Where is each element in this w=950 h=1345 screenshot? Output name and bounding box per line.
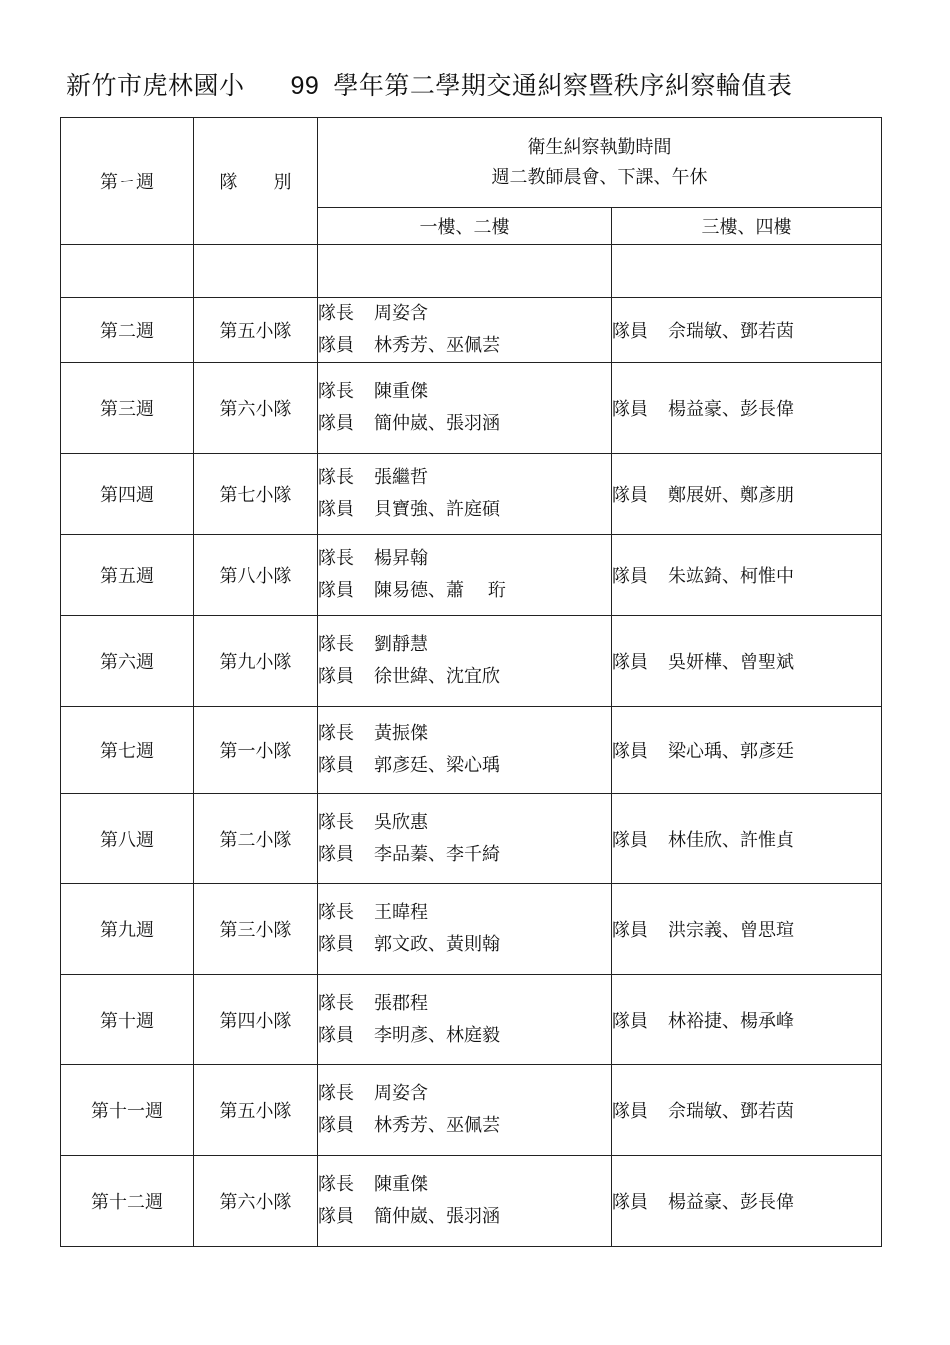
empty-cell	[61, 245, 194, 298]
member-names: 林秀芳、巫佩芸	[374, 1115, 500, 1136]
member-names: 郭文政、黃則翰	[374, 934, 500, 955]
member-role-label: 隊員	[612, 829, 648, 851]
member-role-label: 隊員	[318, 1115, 354, 1136]
leader-name: 王暐程	[374, 902, 428, 923]
member-role-label: 隊員	[612, 399, 648, 420]
member-role-label: 隊員	[612, 485, 648, 506]
team-cell: 第五小隊	[194, 1065, 318, 1156]
floor-1-2-header: 一樓、二樓	[318, 208, 612, 245]
team-cell: 第七小隊	[194, 454, 318, 535]
floor-3-4-members	[612, 298, 882, 363]
member-line	[318, 330, 611, 362]
team-cell: 第三小隊	[194, 884, 318, 975]
member-line	[318, 661, 611, 693]
leader-name: 張繼哲	[374, 467, 428, 488]
member-names: 貝寶強、許庭碩	[374, 499, 500, 520]
member-role-label: 隊員	[612, 741, 648, 762]
leader-role-label: 隊長	[318, 548, 354, 569]
member-names: 楊益豪、彭長偉	[668, 399, 794, 420]
table-row	[61, 535, 882, 616]
table-row	[61, 363, 882, 454]
member-names: 鄭展妍、鄭彥朋	[668, 485, 794, 506]
member-role-label: 隊員	[612, 1192, 648, 1213]
member-names: 林秀芳、巫佩芸	[374, 335, 500, 356]
week-cell: 第三週	[61, 363, 194, 454]
member-role-label: 隊員	[612, 1101, 648, 1122]
duty-time-schedule: 週二教師晨會、下課、午休	[491, 166, 708, 188]
leader-line	[318, 629, 611, 661]
table-row	[61, 794, 882, 884]
member-role-label: 隊員	[612, 1010, 648, 1032]
leader-name: 吳欣惠	[374, 811, 428, 833]
member-names: 林佳欣、許惟貞	[668, 829, 794, 851]
member-names: 佘瑞敏、鄧若茵	[668, 1101, 794, 1122]
member-names: 李明彥、林庭毅	[374, 1024, 500, 1046]
member-role-label: 隊員	[318, 1206, 354, 1227]
member-names: 林裕捷、楊承峰	[668, 1010, 794, 1032]
member-line	[318, 929, 611, 961]
team-header: 隊 別	[194, 118, 318, 245]
leader-name: 周姿含	[374, 303, 428, 324]
floor-3-4-members	[612, 1156, 882, 1247]
table-row	[61, 884, 882, 975]
duty-roster-table	[60, 117, 882, 1247]
member-role-label: 隊員	[318, 1024, 354, 1046]
week-cell: 第五週	[61, 535, 194, 616]
floor-3-4-members	[612, 975, 882, 1065]
floor-1-2-members	[318, 298, 612, 363]
floor-3-4-members	[612, 363, 882, 454]
member-line	[318, 408, 611, 440]
leader-name: 黃振傑	[374, 723, 428, 744]
leader-role-label: 隊長	[318, 992, 354, 1014]
member-role-label: 隊員	[318, 413, 354, 434]
duty-time-title: 衛生糾察執勤時間	[527, 136, 672, 158]
week-cell: 第十一週	[61, 1065, 194, 1156]
leader-line	[318, 543, 611, 575]
member-role-label: 隊員	[318, 843, 354, 865]
school-year: 99	[290, 72, 320, 100]
team-cell: 第六小隊	[194, 363, 318, 454]
member-role-label: 隊員	[318, 499, 354, 520]
leader-line	[318, 718, 611, 750]
leader-role-label: 隊長	[318, 811, 354, 833]
team-cell: 第一小隊	[194, 707, 318, 794]
floor-3-4-header: 三樓、四樓	[612, 208, 882, 245]
team-cell: 第二小隊	[194, 794, 318, 884]
member-line	[318, 575, 611, 607]
floor-3-4-members	[612, 616, 882, 707]
member-line	[318, 494, 611, 526]
member-names: 陳易德、蕭 珩	[374, 580, 506, 601]
floor-3-4-members	[612, 707, 882, 794]
leader-line	[318, 1078, 611, 1110]
leader-role-label: 隊長	[318, 1083, 354, 1104]
table-row	[61, 707, 882, 794]
member-line	[318, 750, 611, 782]
week-cell: 第六週	[61, 616, 194, 707]
leader-role-label: 隊長	[318, 634, 354, 655]
table-row	[61, 616, 882, 707]
member-names: 佘瑞敏、鄧若茵	[668, 321, 794, 342]
table-row	[61, 454, 882, 535]
member-role-label: 隊員	[318, 934, 354, 955]
leader-name: 劉靜慧	[374, 634, 428, 655]
leader-role-label: 隊長	[318, 902, 354, 923]
week-1-cell: 第ㄧ週	[61, 118, 194, 245]
member-line	[318, 1201, 611, 1233]
leader-line	[318, 897, 611, 929]
leader-line	[318, 298, 611, 330]
leader-role-label: 隊長	[318, 723, 354, 744]
table-row	[61, 298, 882, 363]
leader-name: 陳重傑	[374, 1174, 428, 1195]
table-row	[61, 1065, 882, 1156]
floor-3-4-members	[612, 884, 882, 975]
member-names: 洪宗義、曾思瑄	[668, 920, 794, 941]
member-names: 楊益豪、彭長偉	[668, 1192, 794, 1213]
floor-1-2-members	[318, 1065, 612, 1156]
member-role-label: 隊員	[612, 566, 648, 587]
empty-cell	[194, 245, 318, 298]
week-cell: 第四週	[61, 454, 194, 535]
member-role-label: 隊員	[318, 335, 354, 356]
member-names: 吳妍樺、曾聖斌	[668, 652, 794, 673]
member-line	[318, 839, 611, 871]
week-cell: 第十週	[61, 975, 194, 1065]
team-cell: 第六小隊	[194, 1156, 318, 1247]
member-role-label: 隊員	[318, 755, 354, 776]
empty-cell	[318, 245, 612, 298]
week-1-empty-row	[61, 245, 882, 298]
member-line	[318, 1020, 611, 1052]
floor-1-2-members	[318, 454, 612, 535]
leader-name: 周姿含	[374, 1083, 428, 1104]
school-name: 新竹市虎林國小	[66, 71, 245, 100]
table-row	[61, 1156, 882, 1247]
team-cell: 第九小隊	[194, 616, 318, 707]
floor-1-2-members	[318, 707, 612, 794]
leader-role-label: 隊長	[318, 1174, 354, 1195]
member-names: 簡仲崴、張羽涵	[374, 413, 500, 434]
leader-name: 張郡程	[374, 992, 428, 1014]
table-row	[61, 975, 882, 1065]
member-names: 朱竑錡、柯惟中	[668, 566, 794, 587]
leader-role-label: 隊長	[318, 303, 354, 324]
floor-1-2-members	[318, 616, 612, 707]
floor-1-2-members	[318, 535, 612, 616]
week-cell: 第十二週	[61, 1156, 194, 1247]
floor-3-4-members	[612, 794, 882, 884]
week-cell: 第二週	[61, 298, 194, 363]
leader-line	[318, 1169, 611, 1201]
week-cell: 第七週	[61, 707, 194, 794]
member-names: 徐世緯、沈宜欣	[374, 666, 500, 687]
floor-1-2-members	[318, 975, 612, 1065]
member-names: 簡仲崴、張羽涵	[374, 1206, 500, 1227]
team-cell: 第八小隊	[194, 535, 318, 616]
leader-name: 楊昇翰	[374, 548, 428, 569]
floor-3-4-members	[612, 1065, 882, 1156]
leader-line	[318, 807, 611, 839]
member-role-label: 隊員	[612, 920, 648, 941]
week-cell: 第九週	[61, 884, 194, 975]
leader-line	[318, 988, 611, 1020]
leader-line	[318, 376, 611, 408]
leader-line	[318, 462, 611, 494]
floor-1-2-members	[318, 884, 612, 975]
leader-role-label: 隊長	[318, 467, 354, 488]
member-role-label: 隊員	[612, 652, 648, 673]
page-title	[66, 66, 926, 106]
floor-3-4-members	[612, 535, 882, 616]
floor-1-2-members	[318, 1156, 612, 1247]
member-role-label: 隊員	[318, 666, 354, 687]
member-line	[318, 1110, 611, 1142]
member-names: 梁心瑀、郭彥廷	[668, 741, 794, 762]
floor-1-2-members	[318, 363, 612, 454]
header-row-1	[61, 118, 882, 208]
member-role-label: 隊員	[318, 580, 354, 601]
floor-1-2-members	[318, 794, 612, 884]
floor-3-4-members	[612, 454, 882, 535]
team-cell: 第五小隊	[194, 298, 318, 363]
week-cell: 第八週	[61, 794, 194, 884]
member-names: 李品蓁、李千綺	[374, 843, 500, 865]
team-cell: 第四小隊	[194, 975, 318, 1065]
member-role-label: 隊員	[612, 321, 648, 342]
duty-time-header	[318, 118, 882, 208]
member-names: 郭彥廷、梁心瑀	[374, 755, 500, 776]
leader-role-label: 隊長	[318, 381, 354, 402]
schedule-name: 學年第二學期交通糾察暨秩序糾察輪值表	[333, 71, 793, 100]
empty-cell	[612, 245, 882, 298]
leader-name: 陳重傑	[374, 381, 428, 402]
